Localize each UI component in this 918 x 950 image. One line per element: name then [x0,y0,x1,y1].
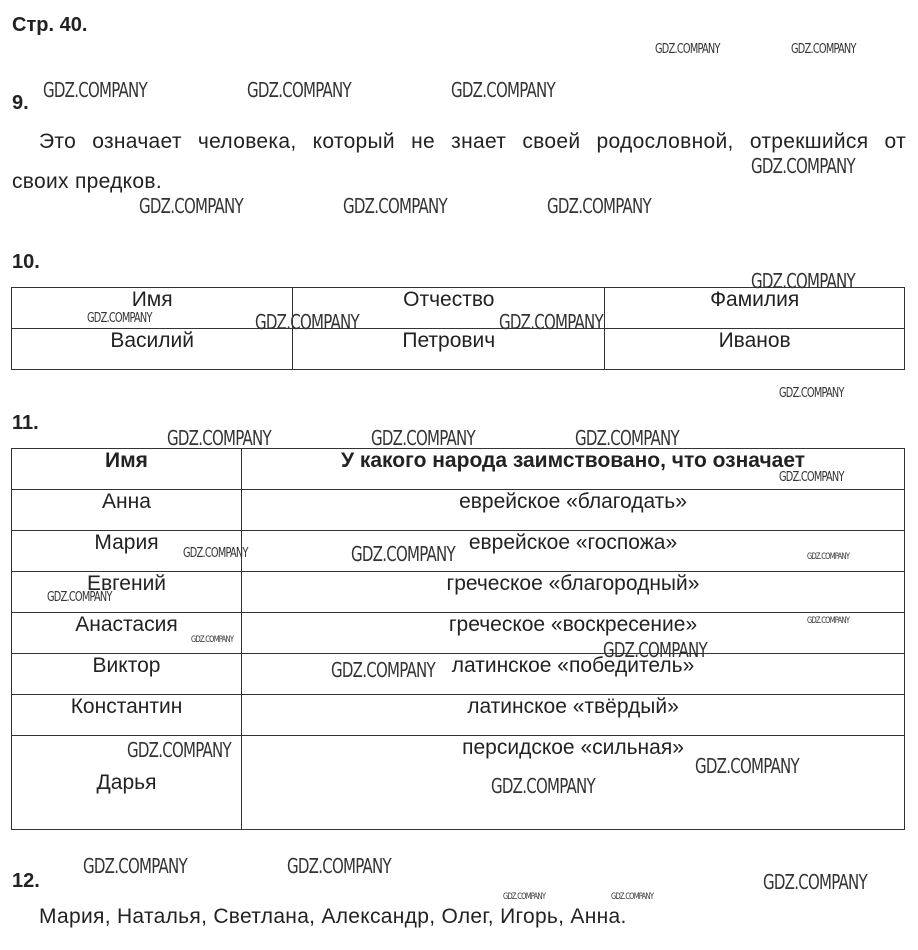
watermark: GDZ.COMPANY [371,426,475,450]
table-cell: Анастасия [12,613,242,654]
watermark: GDZ.COMPANY [47,590,112,605]
table-row [12,531,905,572]
table-cell: Виктор [12,654,242,695]
watermark: GDZ.COMPANY [287,854,391,878]
table-cell: Константин [12,695,242,736]
table-cell: Мария [12,531,242,572]
watermark: GDZ.COMPANY [43,78,147,102]
table-row [12,654,905,695]
table-cell: персидское «сильная» [242,736,905,830]
watermark: GDZ.COMPANY [451,78,555,102]
header-cell: У какого народа заимствовано, что означает [242,449,905,490]
watermark: GDZ.COMPANY [547,194,651,218]
watermark: GDZ.COMPANY [603,638,707,662]
watermark: GDZ.COMPANY [247,78,351,102]
watermark: GDZ.COMPANY [779,386,844,401]
header-cell: Отчество [293,288,605,329]
watermark: GDZ.COMPANY [807,616,850,626]
watermark: GDZ.COMPANY [751,154,855,178]
watermark: GDZ.COMPANY [343,194,447,218]
watermark: GDZ.COMPANY [139,194,243,218]
watermark: GDZ.COMPANY [491,774,595,798]
task-9-text: Это означает человека, который не знает своей родословной, отрекшийся от [39,130,906,153]
table-cell: Петрович [293,329,605,370]
table-cell: еврейское «благодать» [242,490,905,531]
table-row [12,613,905,654]
watermark: GDZ.COMPANY [351,542,455,566]
watermark: GDZ.COMPANY [695,754,799,778]
table-cell: латинское «твёрдый» [242,695,905,736]
watermark: GDZ.COMPANY [791,42,856,57]
table-cell: Василий [12,329,293,370]
header-cell: Имя [12,449,242,490]
task-9-number: 9. [12,92,29,114]
header-cell: Имя [12,288,293,329]
table-row [12,329,905,370]
watermark: GDZ.COMPANY [807,552,850,562]
table-header-row [12,449,905,490]
name-table [11,287,905,370]
watermark: GDZ.COMPANY [611,892,654,902]
watermark: GDZ.COMPANY [763,870,867,894]
page-title: Стр. 40. [12,14,88,36]
table-cell: Дарья [12,736,242,830]
table-cell: Анна [12,490,242,531]
table-cell: греческое «воскресение» [242,613,905,654]
table-cell: греческое «благородный» [242,572,905,613]
watermark: GDZ.COMPANY [655,42,720,57]
watermark: GDZ.COMPANY [499,310,603,334]
task-12-text: Мария, Наталья, Светлана, Александр, Олег, Игорь, Анна. [39,905,627,928]
watermark: GDZ.COMPANY [503,892,546,902]
watermark: GDZ.COMPANY [127,738,231,762]
watermark: GDZ.COMPANY [331,658,435,682]
task-9-text-cont: своих предков. [12,170,162,193]
watermark: GDZ.COMPANY [191,635,234,645]
task-10-number: 10. [12,251,40,273]
table-cell: Иванов [605,329,905,370]
table-row [12,490,905,531]
watermark: GDZ.COMPANY [83,854,187,878]
watermark: GDZ.COMPANY [167,426,271,450]
task-12-number: 12. [12,870,40,892]
task-11-number: 11. [12,412,39,434]
table-cell: латинское «победитель» [242,654,905,695]
table-row [12,572,905,613]
watermark: GDZ.COMPANY [183,546,248,561]
watermark: GDZ.COMPANY [751,269,855,293]
table-cell: еврейское «госпожа» [242,531,905,572]
watermark: GDZ.COMPANY [575,426,679,450]
watermark: GDZ.COMPANY [87,311,152,326]
watermark: GDZ.COMPANY [255,310,359,334]
watermark: GDZ.COMPANY [779,470,844,485]
table-cell: Евгений [12,572,242,613]
table-row [12,695,905,736]
header-cell: Фамилия [605,288,905,329]
